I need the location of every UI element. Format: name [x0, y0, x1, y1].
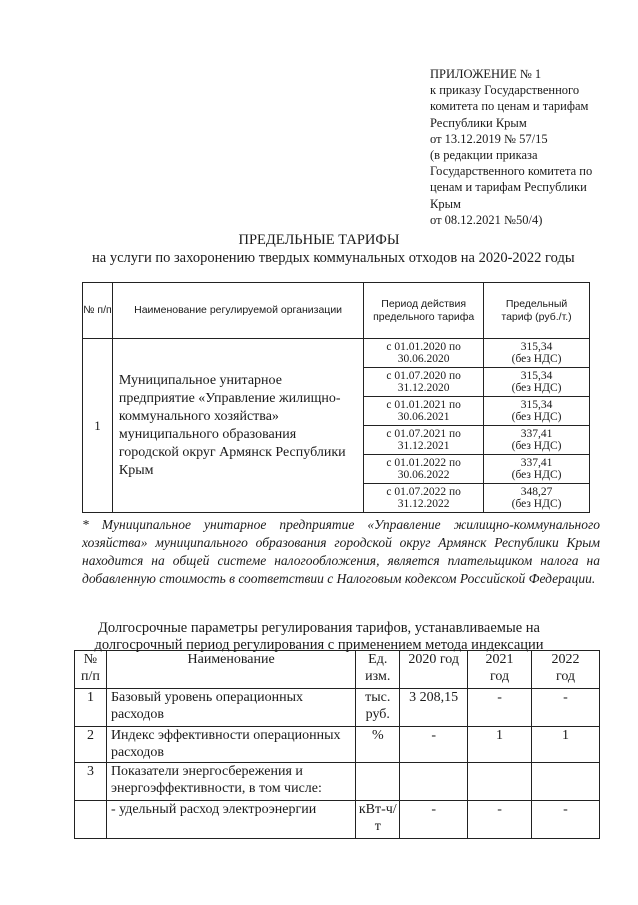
header-line: Республики Крым — [430, 115, 527, 130]
row-2022: - — [532, 689, 600, 727]
header-tariff: Предельный тариф (руб./т.) — [484, 283, 590, 339]
row-2022 — [532, 763, 600, 801]
row-number: 1 — [83, 339, 113, 513]
row-unit: кВт-ч/т — [356, 801, 400, 839]
header-line: от 13.12.2019 № 57/15 — [430, 131, 548, 146]
header-period: Период действия предельного тарифа — [364, 283, 484, 339]
longterm-title-line: Долгосрочные параметры регулирования тарифов, устанавливаемые на — [98, 620, 540, 636]
tariff-cell — [484, 397, 590, 426]
row-unit: % — [356, 727, 400, 763]
document-subtitle: на услуги по захоронению твердых коммунальных отходов на 2020-2022 годы — [92, 250, 575, 266]
tariff-value: 348,27 — [520, 485, 553, 498]
header-line: Государственного комитета по — [430, 164, 593, 179]
period-cell: с 01.01.2021 по 30.06.2021 — [364, 397, 484, 426]
tariff-value: 337,41 — [520, 427, 553, 440]
header-2021: 2021 год — [468, 651, 532, 689]
header-2020: 2020 год — [400, 651, 468, 689]
row-2021: - — [468, 801, 532, 839]
tariff-note: (без НДС) — [511, 469, 562, 481]
row-2021: 1 — [468, 727, 532, 763]
header-line: (в редакции приказа — [430, 148, 538, 163]
tariff-value: 315,34 — [520, 340, 553, 353]
row-name: Показатели энергосбережения и энергоэффективности, в том числе: — [106, 763, 355, 801]
row-name: Индекс эффективности операционных расходов — [106, 727, 355, 763]
tariff-note: (без НДС) — [511, 498, 562, 510]
row-name: - удельный расход электроэнергии — [106, 801, 355, 839]
longterm-title-line: долгосрочный период регулирования с применением метода индексации — [94, 637, 544, 653]
tariff-cell — [484, 368, 590, 397]
tariff-cell — [484, 484, 590, 513]
appendix-header — [430, 66, 630, 228]
header-unit: Ед. изм. — [356, 651, 400, 689]
row-2020: - — [400, 727, 468, 763]
row-unit: тыс. руб. — [356, 689, 400, 727]
header-org: Наименование регулируемой организации — [112, 283, 363, 339]
header-line: комитета по ценам и тарифам — [430, 99, 589, 114]
tariff-cell — [484, 455, 590, 484]
tariff-value: 337,41 — [520, 456, 553, 469]
period-cell: с 01.07.2021 по 31.12.2021 — [364, 426, 484, 455]
tariff-note: (без НДС) — [511, 382, 562, 394]
footnote: * Муниципальное унитарное предприятие «Управление жилищно-коммунального хозяйства» муниципального образования городской округ Армянск Республики Крым находится на общей системе налогообложения, является плательщиком налога на добавленную стоимость в соответствии с Налоговым кодексом Российской Федерации. — [82, 517, 600, 586]
row-2022: 1 — [532, 727, 600, 763]
header-line: ПРИЛОЖЕНИЕ № 1 — [430, 67, 542, 81]
tariff-note: (без НДС) — [511, 353, 562, 365]
period-cell: с 01.01.2022 по 30.06.2022 — [364, 455, 484, 484]
header-line: от 08.12.2021 №50/4) — [430, 212, 543, 227]
row-num: 1 — [75, 689, 107, 727]
period-cell: с 01.01.2020 по 30.06.2020 — [364, 339, 484, 368]
longterm-parameters-table — [74, 650, 600, 839]
row-num: 3 — [75, 763, 107, 801]
row-2020 — [400, 763, 468, 801]
header-line: Крым — [430, 196, 461, 211]
row-unit — [356, 763, 400, 801]
row-num: 2 — [75, 727, 107, 763]
row-2021: - — [468, 689, 532, 727]
period-cell: с 01.07.2020 по 31.12.2020 — [364, 368, 484, 397]
header-num: № п/п — [75, 651, 107, 689]
longterm-title — [0, 620, 638, 654]
tariff-table — [82, 282, 590, 513]
period-cell: с 01.07.2022 по 31.12.2022 — [364, 484, 484, 513]
row-2021 — [468, 763, 532, 801]
header-2022: 2022 год — [532, 651, 600, 689]
header-name: Наименование — [106, 651, 355, 689]
tariff-cell — [484, 339, 590, 368]
tariff-note: (без НДС) — [511, 440, 562, 452]
row-num — [75, 801, 107, 839]
organization-name: Муниципальное унитарное предприятие «Управление жилищно-коммунального хозяйства» муниципального образования городской округ Армянск Республики Крым — [112, 339, 363, 513]
tariff-cell — [484, 426, 590, 455]
row-name: Базовый уровень операционных расходов — [106, 689, 355, 727]
tariff-value: 315,34 — [520, 369, 553, 382]
tariff-note: (без НДС) — [511, 411, 562, 423]
row-2022: - — [532, 801, 600, 839]
row-2020: - — [400, 801, 468, 839]
header-line: к приказу Государственного — [430, 83, 580, 98]
row-2020: 3 208,15 — [400, 689, 468, 727]
tariff-value: 315,34 — [520, 398, 553, 411]
header-num: № п/п — [83, 283, 113, 339]
header-line: ценам и тарифам Республики — [430, 180, 587, 195]
document-title: ПРЕДЕЛЬНЫЕ ТАРИФЫ — [238, 232, 400, 248]
